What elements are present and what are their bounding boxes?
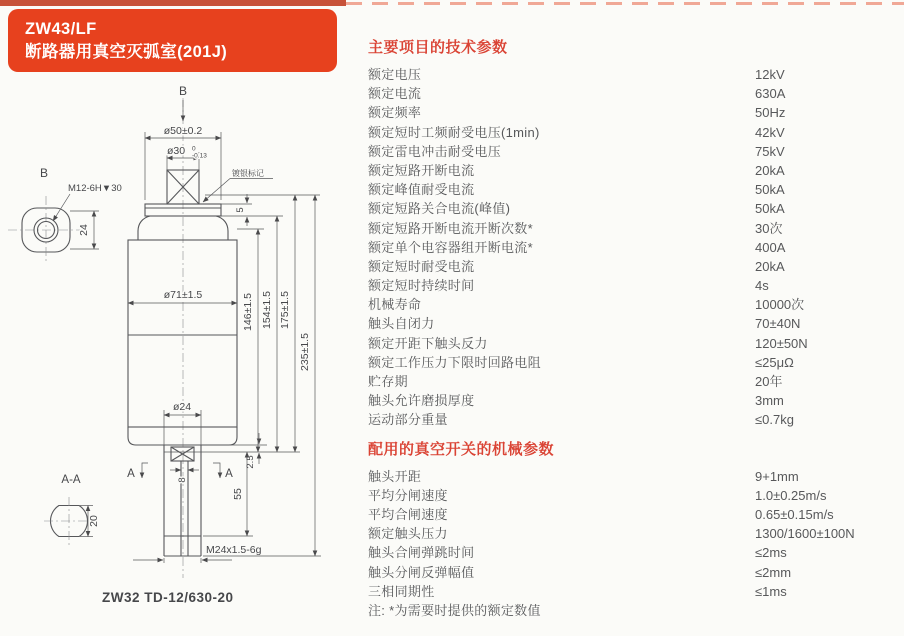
param-value: ≤2mm xyxy=(755,564,792,580)
param-row xyxy=(368,219,892,238)
param-value: 12kV xyxy=(755,67,785,82)
view-b xyxy=(8,166,122,264)
param-value: ≤1ms xyxy=(755,583,787,599)
section-arrow-a-left: A xyxy=(127,468,135,480)
param-label: 三相同期性 xyxy=(368,583,435,599)
param-label: 额定电流 xyxy=(368,86,422,102)
param-label: 平均分闸速度 xyxy=(368,487,448,503)
dim-dia24: ø24 xyxy=(172,401,192,413)
section-title-mech: 配用的真空开关的机械参数 xyxy=(368,440,555,458)
param-label: 机械寿命 xyxy=(368,297,422,313)
section-aa-title: A-A xyxy=(61,474,81,486)
param-row xyxy=(368,103,892,122)
thread-bottom-label: M24x1.5-6g xyxy=(206,544,262,556)
param-row xyxy=(368,238,892,257)
spec-panel xyxy=(368,36,892,620)
param-row xyxy=(368,505,892,524)
param-row xyxy=(368,391,892,410)
param-value: 1.0±0.25m/s xyxy=(755,487,827,503)
param-value: 9+1mm xyxy=(755,468,799,484)
param-value: 0.65±0.15m/s xyxy=(755,506,834,522)
param-row xyxy=(368,410,892,429)
param-row xyxy=(368,524,892,543)
model-title: ZW43/LF xyxy=(25,20,97,38)
param-value: 400A xyxy=(755,239,786,255)
page-edge-artifact xyxy=(0,0,346,6)
product-header xyxy=(8,9,337,72)
param-row xyxy=(368,276,892,295)
dim-20: 20 xyxy=(88,515,100,527)
param-label: 触头分闸反弹幅值 xyxy=(368,564,475,580)
param-row xyxy=(368,543,892,562)
param-label: 触头允许磨损厚度 xyxy=(368,393,475,409)
technical-drawing xyxy=(0,70,360,615)
param-label: 触头开距 xyxy=(368,468,422,484)
param-value: 120±50N xyxy=(755,335,808,351)
param-row xyxy=(368,467,892,486)
param-value: 20kA xyxy=(755,258,785,274)
param-label: 平均合闸速度 xyxy=(368,506,448,522)
param-row xyxy=(368,563,892,582)
page-edge-artifact-dotted xyxy=(346,2,904,5)
dim-146: 146±1.5 xyxy=(242,293,254,331)
param-label: 额定短路开断电流开断次数* xyxy=(368,220,533,236)
param-label: 额定单个电容器组开断电流* xyxy=(368,239,533,255)
dim-175: 175±1.5 xyxy=(279,291,291,329)
dim-55: 55 xyxy=(232,488,244,500)
param-value: 3mm xyxy=(755,393,784,409)
spec-section-mech xyxy=(368,438,892,601)
dim-8: 8 xyxy=(177,477,188,483)
param-row xyxy=(368,142,892,161)
param-value: 50Hz xyxy=(755,105,786,121)
param-row xyxy=(368,353,892,372)
dim-dia50: ø50±0.2 xyxy=(163,125,203,137)
param-label: 额定频率 xyxy=(368,105,422,121)
param-label: 额定开距下触头反力 xyxy=(368,335,488,351)
param-label: 额定雷电冲击耐受电压 xyxy=(368,143,502,159)
param-row xyxy=(368,314,892,333)
section-title-main: 主要项目的技术参数 xyxy=(368,39,508,56)
param-row xyxy=(368,180,892,199)
param-label: 触头合闸弹跳时间 xyxy=(368,545,475,561)
section-arrow-a-right: A xyxy=(225,468,233,480)
param-list-mech xyxy=(368,467,892,601)
view-b-title: B xyxy=(39,166,49,180)
param-row xyxy=(368,161,892,180)
front-view xyxy=(127,84,321,578)
dim-5: 5 xyxy=(235,207,246,213)
param-label: 额定峰值耐受电流 xyxy=(368,182,475,198)
footnote: 注: *为需要时提供的额定数值 xyxy=(368,602,541,618)
dim-dia30-tol-lower: -0.13 xyxy=(192,152,207,160)
dim-dia30: ø30 xyxy=(166,145,186,157)
param-list-main xyxy=(368,65,892,430)
param-value: 75kV xyxy=(755,143,785,159)
product-title: 断路器用真空灭弧室(201J) xyxy=(25,43,228,61)
param-value: 42kV xyxy=(755,124,785,140)
param-label: 运动部分重量 xyxy=(368,412,448,428)
param-label: 额定短时持续时间 xyxy=(368,278,475,294)
dim-154: 154±1.5 xyxy=(261,291,273,329)
param-value: 630A xyxy=(755,86,786,102)
param-value: 50kA xyxy=(755,201,785,217)
param-label: 额定短时工频耐受电压(1min) xyxy=(368,124,540,140)
drawing-caption: ZW32 TD-12/630-20 xyxy=(102,590,234,605)
param-value: 1300/1600±100N xyxy=(755,526,855,542)
section-view-aa xyxy=(44,474,100,545)
param-label: 触头自闭力 xyxy=(368,316,435,332)
dim-dia30-tol-upper: 0 xyxy=(192,145,196,153)
spec-section-main xyxy=(368,36,892,430)
param-value: 10000次 xyxy=(755,297,805,313)
param-label: 额定短路关合电流(峰值) xyxy=(368,201,511,217)
dim-dia71: ø71±1.5 xyxy=(163,289,203,301)
thread-side-label: M12-6H▼30 xyxy=(68,183,122,194)
param-label: 额定触头压力 xyxy=(368,526,448,542)
param-row xyxy=(368,84,892,103)
param-label: 额定短路开断电流 xyxy=(368,162,475,178)
param-row xyxy=(368,372,892,391)
param-value: 30次 xyxy=(755,220,783,236)
param-row xyxy=(368,334,892,353)
param-row xyxy=(368,582,892,601)
param-value: 4s xyxy=(755,278,769,294)
param-label: 额定电压 xyxy=(368,67,422,82)
dim-2-5: 2.5 xyxy=(245,455,256,469)
dim-235: 235±1.5 xyxy=(299,333,311,371)
param-value: 50kA xyxy=(755,182,785,198)
dim-24: 24 xyxy=(78,224,90,236)
param-value: ≤0.7kg xyxy=(755,412,794,428)
silver-mark-label: 镀银标记 xyxy=(232,169,264,178)
param-label: 额定短时耐受电流 xyxy=(368,258,475,274)
param-label: 贮存期 xyxy=(368,374,408,389)
param-value: ≤25μΩ xyxy=(755,354,794,370)
param-row xyxy=(368,486,892,505)
param-value: 20kA xyxy=(755,162,785,178)
view-arrow-b-label: B xyxy=(178,84,188,98)
param-value: 20年 xyxy=(755,374,783,389)
param-row xyxy=(368,199,892,218)
param-row xyxy=(368,65,892,84)
param-row xyxy=(368,295,892,314)
param-value: 70±40N xyxy=(755,316,801,332)
param-value: ≤2ms xyxy=(755,545,787,561)
param-row xyxy=(368,257,892,276)
param-label: 额定工作压力下限时回路电阻 xyxy=(368,354,541,370)
param-row xyxy=(368,123,892,142)
